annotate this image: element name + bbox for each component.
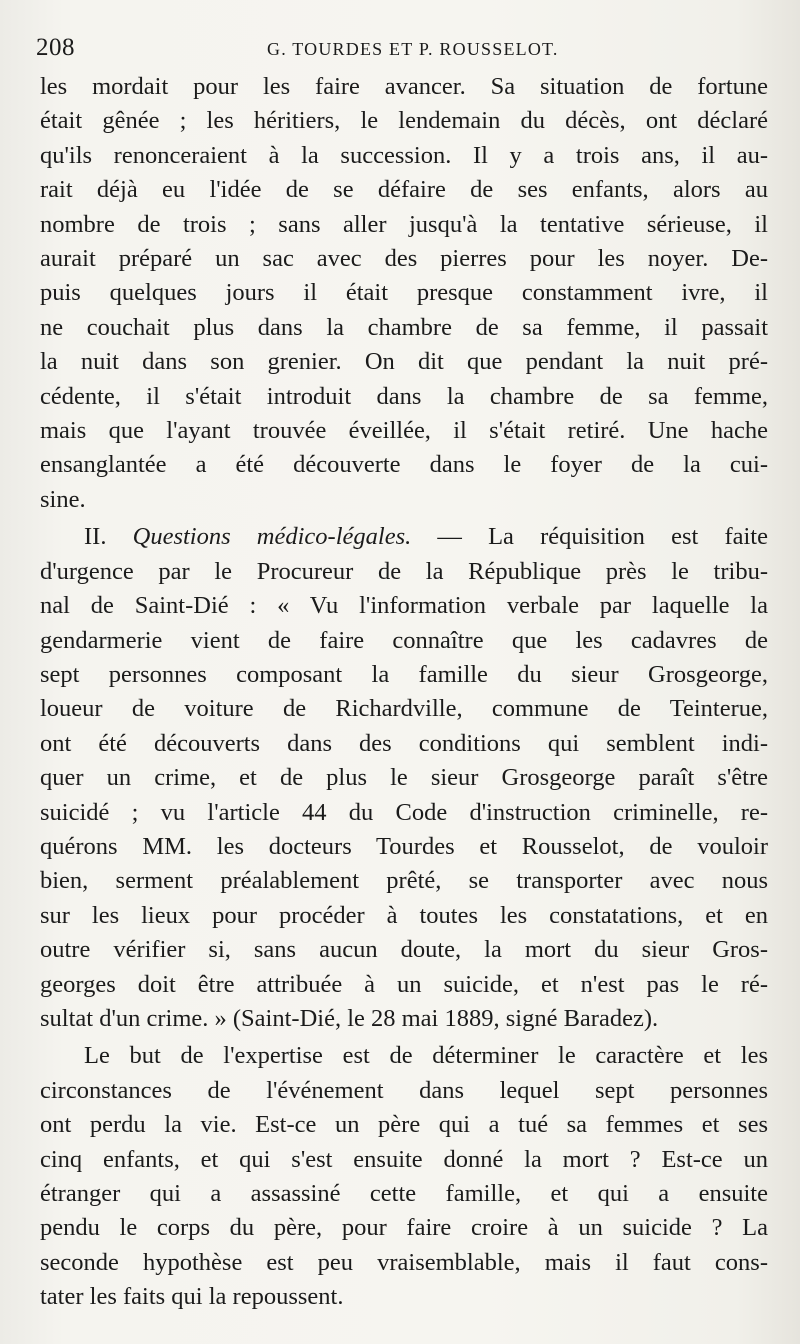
text-line: ont été découverts dans des conditions qui semblent indi-: [40, 729, 768, 757]
text-line: aurait préparé un sac avec des pierres pour les noyer. De-: [40, 245, 768, 273]
text-line: seconde hypothèse est peu vraisemblable, mais il faut cons-: [40, 1248, 768, 1276]
text-line: nombre de trois ; sans aller jusqu'à la tentative sérieuse, il: [40, 210, 768, 238]
text-line: gendarmerie vient de faire connaître que les cadavres de: [40, 626, 768, 654]
text-line: outre vérifier si, sans aucun doute, la mort du sieur Gros-: [40, 936, 768, 964]
section-lead-text: — La réquisition est faite: [411, 523, 768, 551]
text-line: les mordait pour les faire avancer. Sa situation de fortune: [40, 73, 768, 100]
text-line: quer un crime, et de plus le sieur Grosgeorge paraît s'être: [40, 764, 768, 792]
text-line: ont perdu la vie. Est-ce un père qui a tué sa femmes et ses: [40, 1111, 768, 1139]
text-line: cédente, il s'était introduit dans la chambre de sa femme,: [40, 382, 768, 410]
text-line: quérons MM. les docteurs Tourdes et Rousselot, de vouloir: [40, 832, 768, 860]
text-line: sine.: [40, 485, 86, 513]
text-line: était gênée ; les héritiers, le lendemain du décès, ont déclaré: [40, 107, 768, 135]
text-line: bien, serment préalablement prêté, se transporter avec nous: [40, 867, 768, 895]
text-line: cinq enfants, et qui s'est ensuite donné la mort ? Est-ce un: [40, 1145, 768, 1173]
text-line: tater les faits qui la repoussent.: [40, 1283, 344, 1311]
text-line: loueur de voiture de Richardville, commune de Teinterue,: [40, 695, 768, 723]
text-line: ne couchait plus dans la chambre de sa femme, il passait: [40, 313, 768, 341]
section-title: Questions médico-légales.: [132, 523, 412, 551]
text-line: suicidé ; vu l'article 44 du Code d'instruction criminelle, re-: [40, 798, 768, 826]
text-line: mais que l'ayant trouvée éveillée, il s'était retiré. Une hache: [40, 417, 768, 445]
text-line: georges doit être attribuée à un suicide, et n'est pas le ré-: [40, 970, 768, 998]
text-line: ensanglantée a été découverte dans le foyer de la cui-: [40, 451, 768, 479]
text-line: rait déjà eu l'idée de se défaire de ses enfants, alors au: [40, 176, 768, 204]
section-number: II.: [84, 523, 133, 551]
text-line: sur les lieux pour procéder à toutes les constatations, et en: [40, 901, 768, 929]
text-line: d'urgence par le Procureur de la République près le tribu-: [40, 557, 768, 585]
text-line: sept personnes composant la famille du sieur Grosgeorge,: [40, 660, 768, 688]
running-head: G. TOURDES ET P. ROUSSELOT.: [267, 39, 559, 59]
text-line: puis quelques jours il était presque constamment ivre, il: [40, 279, 768, 307]
text-line: circonstances de l'événement dans lequel sept personnes: [40, 1076, 768, 1104]
text-line: qu'ils renonceraient à la succession. Il y a trois ans, il au-: [40, 141, 768, 169]
text-line: sultat d'un crime. » (Saint-Dié, le 28 mai 1889, signé Baradez).: [40, 1004, 659, 1032]
paragraph-1: [40, 70, 768, 517]
page-number: 208: [36, 34, 75, 61]
paragraph-3: [40, 1039, 768, 1314]
text-line: étranger qui a assassiné cette famille, et qui a ensuite: [40, 1180, 768, 1207]
text-line: la nuit dans son grenier. On dit que pendant la nuit pré-: [40, 348, 768, 376]
text-line: pendu le corps du père, pour faire croire à un suicide ? La: [40, 1214, 768, 1242]
text-line: nal de Saint-Dié : « Vu l'information verbale par laquelle la: [40, 592, 768, 620]
paragraph-2: [40, 520, 768, 1036]
body-text: [40, 70, 768, 1315]
section-heading-line: [40, 520, 768, 554]
page-header: [36, 34, 766, 64]
text-line: Le but de l'expertise est de déterminer le caractère et les: [84, 1042, 768, 1070]
